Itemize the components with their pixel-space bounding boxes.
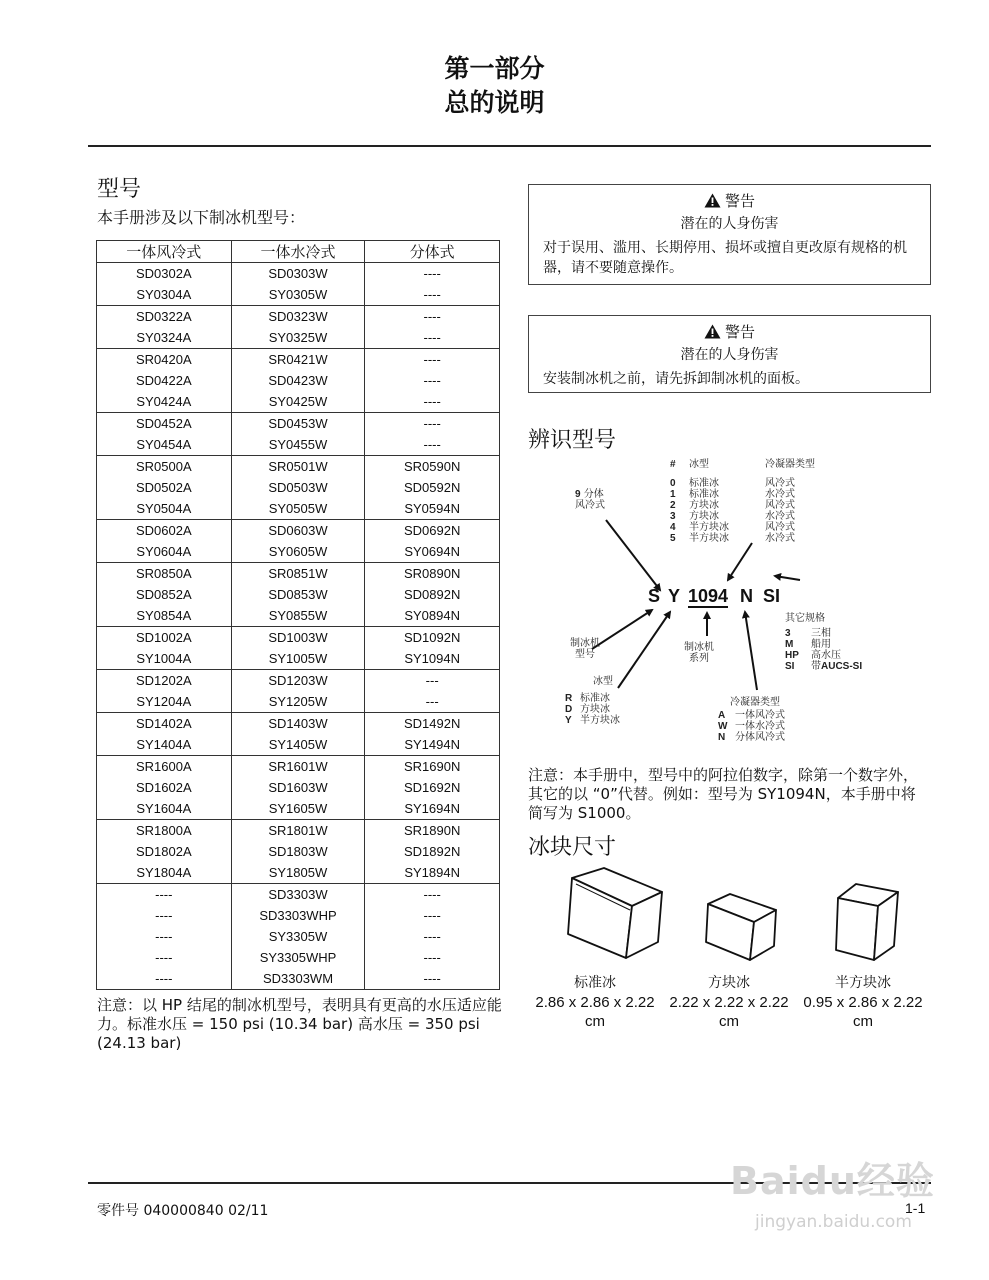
column-header: 一体风冷式 [97,241,232,263]
page-title-line2: 总的说明 [444,88,545,117]
other-spec-row [785,650,862,661]
table-cell: ---- [365,263,500,285]
table-cell: SD1602A [97,777,232,798]
table-cell: ---- [97,884,232,906]
warning-label: 警告 [724,323,755,341]
table-cell: SY1494N [365,734,500,756]
table-cell: SD1403W [231,713,365,735]
table-row [97,926,500,947]
condenser-type-name: 水冷式 [765,533,795,544]
table-cell: SR0420A [97,349,232,371]
condenser-type-name: 水冷式 [765,511,795,522]
legend-row [565,704,620,715]
table-cell: SY1604A [97,798,232,820]
table-cell: SY0505W [231,498,365,520]
table-cell: SD3303WM [231,968,365,990]
other-specs [785,613,862,672]
warning-header [529,191,930,211]
table-cell: SY0325W [231,327,365,349]
cube-cube-label [664,974,794,1031]
table-cell: SD0603W [231,520,365,542]
table-cell: SY1804A [97,862,232,884]
legend-key: Y [565,715,572,726]
other-spec-key: 3 [785,628,791,639]
table-cell: SD0422A [97,370,232,391]
table-cell: SY1694N [365,798,500,820]
arrow-machine-model [592,610,652,649]
cube-standard-label [530,974,660,1031]
split-line1: 分体 [583,489,604,500]
ice-type-hash: # [670,459,676,470]
table-row [97,670,500,692]
table-cell: ---- [365,434,500,456]
condenser-type-name: 风冷式 [765,522,795,533]
table-cell: SY0504A [97,498,232,520]
table-cell: SY1205W [231,691,365,713]
page-title-line1: 第一部分 [444,54,545,83]
table-cell: SY1005W [231,648,365,670]
other-spec-value: 船用 [811,639,831,650]
table-cell: ---- [365,370,500,391]
other-spec-key: M [785,639,794,650]
table-cell: SY3305W [231,926,365,947]
table-row [97,627,500,649]
table-row [97,648,500,670]
table-cell: ---- [365,968,500,990]
ice-form-legend [565,676,620,726]
table-cell: SR1600A [97,756,232,778]
table-cell: --- [365,691,500,713]
identify-note: 注意：本手册中，型号中的阿拉伯数字，除第一个数字外，其它的以 “0”代替。例如：型号为 SY1094N，本手册中将简写为 S1000。 [528,766,919,822]
column-header: 分体式 [365,241,500,263]
table-cell: ---- [365,884,500,906]
table-cell: SR0590N [365,456,500,478]
table-row [97,284,500,306]
ice-type-name: 方块冰 [689,500,719,511]
table-cell: SY0854A [97,605,232,627]
table-cell: SY1805W [231,862,365,884]
table-cell: SR0890N [365,563,500,585]
other-spec-extra: AUCS-SI [821,661,863,672]
legend-key: D [565,704,573,715]
legend-row [565,693,620,704]
machine-series-label [684,642,714,664]
table-cell: SY0425W [231,391,365,413]
table-cell: --- [365,670,500,692]
standard-cube-drawing [560,866,670,964]
table-cell: SD0502A [97,477,232,498]
column-header: 一体水冷式 [231,241,365,263]
arrow-split [606,520,660,590]
identify-heading: 辨识型号 [528,428,617,453]
ice-type-name: 半方块冰 [689,533,729,544]
table-cell: SD0302A [97,263,232,285]
table-cell: SR1601W [231,756,365,778]
table-cell: SD0322A [97,306,232,328]
table-row [97,947,500,968]
table-cell: SY1094N [365,648,500,670]
table-cell: SY0855W [231,605,365,627]
ice-type-name: 方块冰 [689,511,719,522]
other-specs-title: 其它规格 [785,613,825,624]
table-row [97,584,500,605]
condenser-type-name: 风冷式 [765,478,795,489]
table-cell: ---- [365,327,500,349]
table-cell: ---- [365,306,500,328]
table-cell: SR0421W [231,349,365,371]
table-cell: SD1803W [231,841,365,862]
legend-value: 方块冰 [580,704,610,715]
table-cell: SD1203W [231,670,365,692]
table-cell: SD0323W [231,306,365,328]
warning-subtitle: 潜在的人身伤害 [680,347,779,363]
table-cell: SD1603W [231,777,365,798]
ice-type-key: 0 [670,478,676,489]
ice-type-name: 标准冰 [689,478,719,489]
table-cell: SD0853W [231,584,365,605]
ice-type-key: 3 [670,511,676,522]
table-cell: SY0604A [97,541,232,563]
other-spec-key: HP [785,650,799,661]
legend-value: 分体风冷式 [735,732,785,743]
other-spec-key: SI [785,661,795,672]
table-cell: SD0423W [231,370,365,391]
table-cell: SY0305W [231,284,365,306]
footer-page-number: 1-1 [905,1200,926,1216]
legend-row [718,710,785,721]
table-row [97,756,500,778]
other-spec-row [785,628,862,639]
table-cell: SY1605W [231,798,365,820]
ice-type-name: 半方块冰 [689,522,729,533]
ice-type-col-ice: 冰型 [689,459,709,470]
table-cell: ---- [365,947,500,968]
table-cell: SD1003W [231,627,365,649]
table-row [97,798,500,820]
warning-box-1 [528,184,931,285]
table-row [97,391,500,413]
table-cell: SR0850A [97,563,232,585]
table-cell: SR0851W [231,563,365,585]
table-cell: ---- [365,413,500,435]
model-number: 1094 [688,586,729,606]
table-cell: SY3305WHP [231,947,365,968]
legend-row [718,721,785,732]
model-heading: 型号 [97,177,142,202]
table-cell: SY0605W [231,541,365,563]
table-cell: SR1801W [231,820,365,842]
table-row [97,434,500,456]
table-cell: SY1404A [97,734,232,756]
table-cell: SY1004A [97,648,232,670]
table-row [97,968,500,990]
legend-value: 一体风冷式 [735,710,785,721]
split-key: 9 [575,489,581,500]
model-letter-n: N [740,586,753,606]
table-cell: SD1692N [365,777,500,798]
table-cell: SR0501W [231,456,365,478]
table-cell: SD0303W [231,263,365,285]
table-row [97,456,500,478]
table-cell: SD1892N [365,841,500,862]
table-cell: SY0424A [97,391,232,413]
machine-model-label [570,638,600,660]
table-cell: ---- [365,349,500,371]
table-cell: SD1802A [97,841,232,862]
table-cell: ---- [365,926,500,947]
model-letter-s: S [648,586,661,606]
cube-name: 标准冰 [574,975,616,991]
table-cell: SD0503W [231,477,365,498]
split-line2: 风冷式 [575,500,605,511]
table-row [97,734,500,756]
header-rule [88,145,931,147]
table-cell: SY0454A [97,434,232,456]
arrow-ice-type [728,543,752,580]
warning-triangle-icon [704,324,721,339]
watermark-brand: Baidu经验 [730,1159,935,1203]
other-spec-row [785,661,862,672]
cube-dims: 2.86 x 2.86 x 2.22 cm [535,994,655,1030]
table-cell: SD0692N [365,520,500,542]
ice-type-key: 1 [670,489,676,500]
legend-row [565,715,620,726]
warning-box-2 [528,315,931,393]
table-cell: SD0452A [97,413,232,435]
legend-row [718,732,785,743]
table-cell: SY0894N [365,605,500,627]
table-cell: SY1405W [231,734,365,756]
machine-series-line2: 系列 [689,653,709,664]
table-cell: SD0453W [231,413,365,435]
model-intro: 本手册涉及以下制冰机型号： [97,208,306,227]
cube-dims: 2.22 x 2.22 x 2.22 cm [669,994,789,1030]
table-cell: SD0892N [365,584,500,605]
table-row [97,349,500,371]
other-spec-value: 三相 [811,628,831,639]
legend-key: A [718,710,726,721]
machine-series-line1: 制冰机 [684,642,714,653]
table-cell: ---- [365,905,500,926]
cube-name: 半方块冰 [835,975,891,991]
table-cell: SD1492N [365,713,500,735]
table-row [97,605,500,627]
table-cell: ---- [365,284,500,306]
condenser-type-name: 水冷式 [765,489,795,500]
ice-type-col-cond: 冷凝器类型 [765,459,815,470]
legend-key: W [718,721,728,732]
table-cell: SR0500A [97,456,232,478]
table-cell: ---- [97,947,232,968]
warning-subtitle: 潜在的人身伤害 [680,216,779,232]
table-cell: ---- [365,391,500,413]
model-letter-si: SI [763,586,781,606]
table-cell: SD1092N [365,627,500,649]
ice-form-title: 冰型 [593,676,613,687]
ice-type-key: 5 [670,533,676,544]
table-row [97,498,500,520]
watermark-url: jingyan.baidu.com [755,1212,912,1232]
table-row [97,263,500,285]
condenser-type-name: 风冷式 [765,500,795,511]
table-cell: ---- [97,968,232,990]
cube-dims: 0.95 x 2.86 x 2.22 cm [803,994,923,1030]
table-row [97,413,500,435]
warning-text: 安装制冰机之前，请先拆卸制冰机的面板。 [543,371,809,387]
cube-heading: 冰块尺寸 [528,835,617,860]
table-row [97,563,500,585]
table-cell: SD0602A [97,520,232,542]
legend-key: R [565,693,573,704]
machine-model-line1: 制冰机 [570,638,600,649]
table-row [97,691,500,713]
table-row [97,820,500,842]
warning-text: 对于误用、滥用、长期停用、损坏或擅自更改原有规格的机器，请不要随意操作。 [543,240,907,276]
ice-type-key: 4 [670,522,676,533]
warning-label: 警告 [724,192,755,210]
table-row [97,327,500,349]
model-note: 注意：以 HP 结尾的制冰机型号，表明具有更高的水压适应能力。标准水压 = 150 psi (10.34 bar) 高水压 = 350 psi (24.13 bar) [97,996,502,1052]
table-cell: ---- [97,905,232,926]
table-cell: SY1894N [365,862,500,884]
other-spec-row [785,639,862,650]
table-row [97,777,500,798]
table-row [97,541,500,563]
table-header-row [97,241,500,263]
arrow-other-spec [775,576,800,580]
table-cell: SD0592N [365,477,500,498]
table-row [97,370,500,391]
table-row [97,841,500,862]
arrow-ice-form [618,612,670,688]
table-cell: SD3303W [231,884,365,906]
machine-model-line2: 型号 [575,649,595,660]
table-row [97,477,500,498]
table-cell: SD1002A [97,627,232,649]
cube-ice-drawing [700,890,782,962]
table-row [97,713,500,735]
table-cell: SD0852A [97,584,232,605]
table-cell: SY0324A [97,327,232,349]
table-row [97,862,500,884]
condenser-legend [718,697,785,743]
table-cell: SY1204A [97,691,232,713]
legend-value: 半方块冰 [580,715,620,726]
table-row [97,884,500,906]
model-letter-y: Y [668,586,681,606]
half-cube-drawing [832,878,902,964]
arrow-condenser [745,612,757,690]
ice-type-key: 2 [670,500,676,511]
warning-triangle-icon [704,193,721,208]
legend-value: 标准冰 [580,693,610,704]
table-cell: SD1402A [97,713,232,735]
ice-type-name: 标准冰 [689,489,719,500]
legend-value: 一体水冷式 [735,721,785,732]
table-cell: SY0304A [97,284,232,306]
model-table [96,240,500,990]
cube-half-label [798,974,928,1031]
table-cell: SD1202A [97,670,232,692]
other-spec-value: 高水压 [811,650,841,661]
table-cell: SY0694N [365,541,500,563]
table-cell: SR1890N [365,820,500,842]
table-row [97,905,500,926]
table-cell: SY0455W [231,434,365,456]
footer-part-number: 零件号 040000840 02/11 [97,1203,269,1219]
other-spec-value: 带 [811,661,821,672]
condenser-title: 冷凝器类型 [730,697,780,708]
warning-header [529,322,930,342]
legend-key: N [718,732,726,743]
table-row [97,306,500,328]
table-row [97,520,500,542]
cube-name: 方块冰 [708,975,750,991]
table-cell: ---- [97,926,232,947]
table-cell: SD3303WHP [231,905,365,926]
table-cell: SY0594N [365,498,500,520]
table-cell: SR1800A [97,820,232,842]
table-cell: SR1690N [365,756,500,778]
